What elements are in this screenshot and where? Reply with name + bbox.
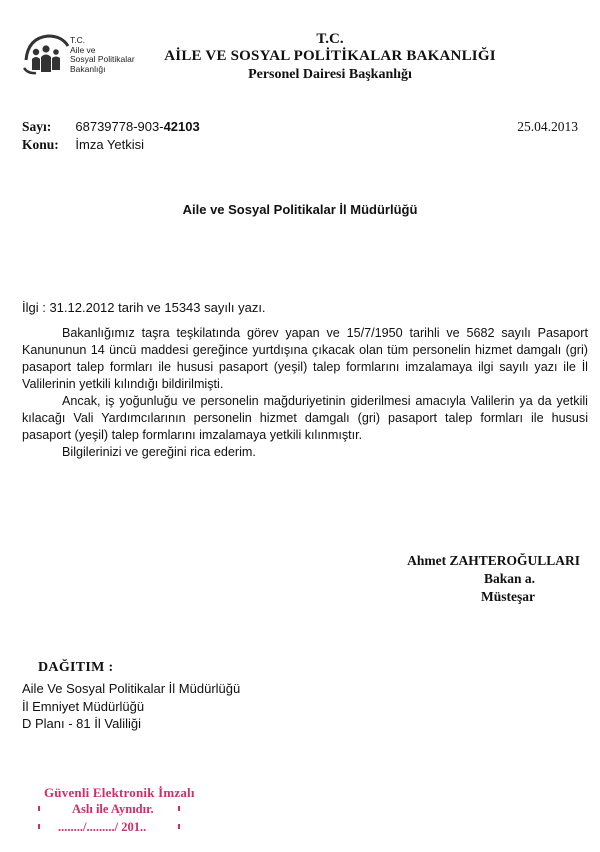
logo-text-line: T.C. xyxy=(70,35,86,45)
header-department: Personel Dairesi Başkanlığı xyxy=(248,67,412,82)
stamp-mark xyxy=(178,824,180,829)
konu-label: Konu: xyxy=(22,137,59,152)
stamp-line: Güvenli Elektronik İmzalı xyxy=(44,785,195,800)
sayi-label: Sayı: xyxy=(22,119,52,134)
body-paragraph: Ancak, iş yoğunluğu ve personelin mağduriyetinin giderilmesi amacıyla Valilerin ya da yetkili kılacağı Vali Yardımcılarının personelin hizmet damgalı (gri) pasaport talep formları ile hususi pasaport (yeşil) talep formlarını imzalamaya yetkili kılınmıştır. xyxy=(22,394,588,442)
electronic-signature-stamp xyxy=(36,780,206,842)
konu-value: İmza Yetkisi xyxy=(75,137,145,152)
signer-position: Müsteşar xyxy=(481,589,535,604)
reference-line: İlgi : 31.12.2012 tarih ve 15343 sayılı yazı. xyxy=(22,300,266,315)
distribution-item: D Planı - 81 İl Valiliği xyxy=(22,716,141,731)
document-date: 25.04.2013 xyxy=(517,119,578,134)
sayi-value-prefix: 68739778-903- xyxy=(75,119,164,134)
distribution-title: DAĞITIM : xyxy=(38,660,114,675)
header-tc: T.C. xyxy=(316,31,344,47)
signer-name: Ahmet ZAHTEROĞULLARI xyxy=(407,553,580,568)
logo-text-line: Bakanlığı xyxy=(70,63,106,74)
sayi-value xyxy=(75,119,199,134)
distribution-item: Aile Ve Sosyal Politikalar İl Müdürlüğü xyxy=(22,681,241,696)
body-paragraph: Bakanlığımız taşra teşkilatında görev yapan ve 15/7/1950 tarihli ve 5682 sayılı Pasaport Kanununun 14 üncü maddesi gereğince yurtdışına çıkacak olan tüm personelin hizmet damgalı (gri) pasaport talep formları ile hususi pasaport (yeşil) talep formlarını imzalamaya ilgi sayılı yazı ile İl Valilerinin yetkili kılındığı bildirilmişti. xyxy=(22,326,588,391)
distribution-list xyxy=(22,680,240,733)
signer-title: Bakan a. xyxy=(483,571,535,586)
addressee: Aile ve Sosyal Politikalar İl Müdürlüğü xyxy=(182,202,418,217)
stamp-line: Aslı ile Aynıdır. xyxy=(72,802,154,816)
distribution-item: İl Emniyet Müdürlüğü xyxy=(22,698,145,714)
stamp-line: ......../........./ 201.. xyxy=(58,820,147,834)
letter-body xyxy=(22,325,588,461)
logo-text-line: Sosyal Politikalar xyxy=(70,54,135,64)
body-paragraph: Bilgilerinizi ve gereğini rica ederim. xyxy=(62,445,256,459)
logo-text-line: Aile ve xyxy=(70,44,96,55)
signature-block xyxy=(407,552,580,606)
header-ministry: AİLE VE SOSYAL POLİTİKALAR BAKANLIĞI xyxy=(164,48,496,64)
stamp-mark xyxy=(178,806,180,811)
stamp-mark xyxy=(38,824,40,829)
sayi-value-number: 42103 xyxy=(163,119,200,134)
konu-row xyxy=(22,137,144,153)
sayi-row xyxy=(22,119,200,135)
stamp-mark xyxy=(38,806,40,811)
